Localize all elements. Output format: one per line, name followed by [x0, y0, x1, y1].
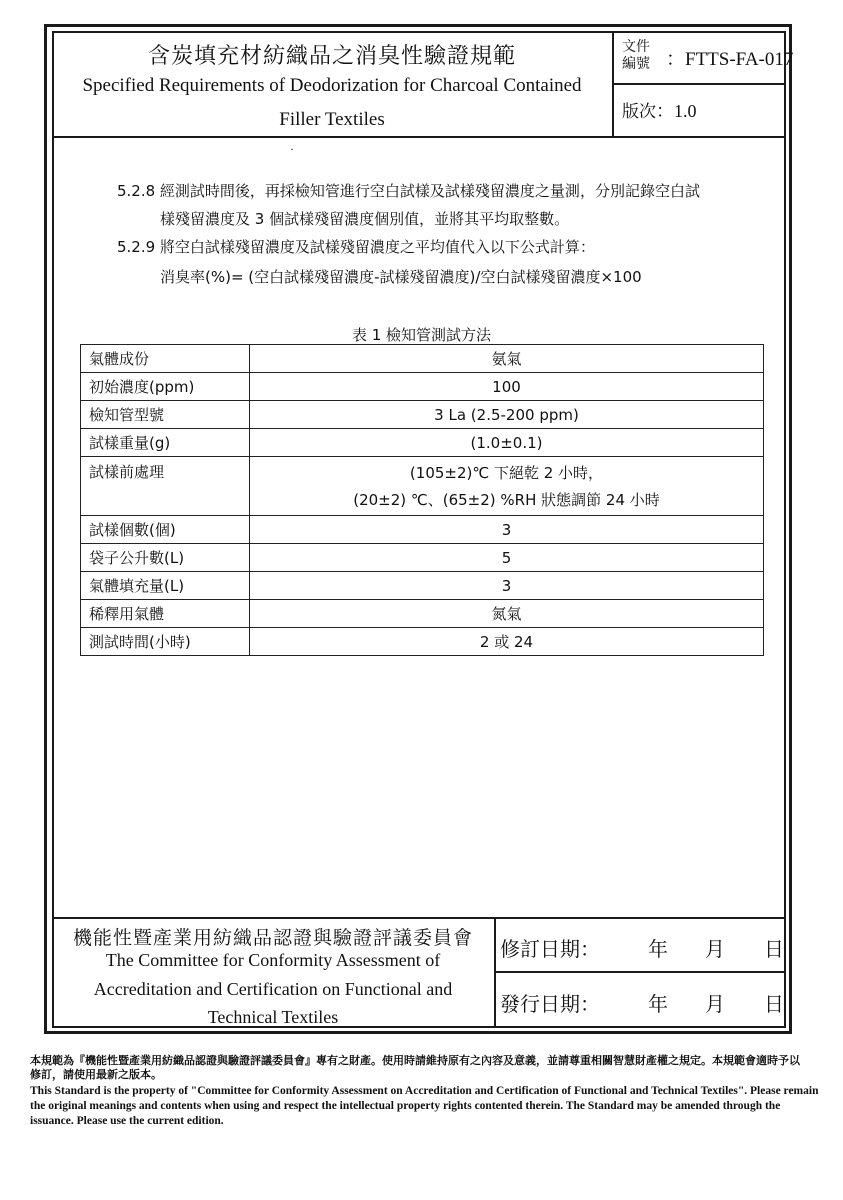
clause-5-2-8-line2: 樣殘留濃度及 3 個試樣殘留濃度個別值，並將其平均取整數。 — [160, 210, 570, 228]
row-value: 2 或 24 — [250, 628, 764, 656]
table-caption: 表 1 檢知管測試方法 — [351, 326, 492, 344]
clause-5-2-8-line1: 5.2.8 經測試時間後，再採檢知管進行空白試樣及試樣殘留濃度之量測，分別記錄空白試 — [117, 182, 700, 200]
row-label: 檢知管型號 — [81, 401, 250, 429]
version-cell — [622, 97, 697, 123]
detector-tube-test-table — [80, 344, 764, 656]
committee-block — [52, 919, 496, 1028]
row-value: (1.0±0.1) — [250, 429, 764, 457]
version-label: 版次 — [622, 102, 656, 122]
row-label: 氣體成份 — [81, 345, 250, 373]
committee-name-english-line1: The Committee for Conformity Assessment of — [105, 950, 441, 970]
table-row — [81, 429, 764, 457]
row-label: 試樣個數(個) — [81, 516, 250, 544]
title-english-line1: Specified Requirements of Deodorization for Charcoal Contained — [82, 75, 582, 96]
table-row — [81, 572, 764, 600]
row-value — [250, 457, 764, 516]
document-number-value: ：FTTS-FA-017 — [666, 49, 794, 70]
day-label: 日 — [764, 992, 784, 1016]
row-label: 袋子公升數(L) — [81, 544, 250, 572]
revision-date-row — [496, 919, 784, 973]
scan-speck: · — [290, 142, 294, 156]
revision-date-label: 修訂日期： — [500, 937, 600, 961]
row-value: 氮氣 — [250, 600, 764, 628]
clause-5-2-9-line1: 5.2.9 將空白試樣殘留濃度及試樣殘留濃度之平均值代入以下公式計算： — [117, 238, 595, 256]
document-header — [52, 31, 794, 138]
formula: 消臭率(%)= (空白試樣殘留濃度-試樣殘留濃度)/空白試樣殘留濃度×100 — [160, 268, 642, 286]
document-meta — [614, 31, 794, 136]
table-row — [81, 628, 764, 656]
committee-name-english-line2: Accreditation and Certification on Functional and — [93, 979, 453, 999]
copyright-notice-english: This Standard is the property of "Committee for Conformity Assessment on Accreditation and Certification of Functional and Technical Textiles". Please remain the original meanings and contents when using and respect the intellectual property rights contented therein. The Standard may be amended through the issuance. Please use the current edition. — [30, 1085, 819, 1127]
year-label: 年 — [648, 992, 668, 1016]
day-label: 日 — [764, 937, 784, 961]
table-row — [81, 600, 764, 628]
month-label: 月 — [705, 992, 725, 1016]
dates-block — [496, 919, 784, 1028]
row-label: 初始濃度(ppm) — [81, 373, 250, 401]
title-english-line2: Filler Textiles — [279, 109, 385, 130]
pretreatment-line2: (20±2) ℃、(65±2) %RH 狀態調節 24 小時 — [353, 491, 660, 509]
row-label: 測試時間(小時) — [81, 628, 250, 656]
table-row — [81, 401, 764, 429]
row-label: 氣體填充量(L) — [81, 572, 250, 600]
table-row — [81, 345, 764, 373]
committee-name-english-line3: Technical Textiles — [207, 1007, 339, 1027]
row-label: 試樣前處理 — [81, 457, 250, 516]
document-footer — [52, 917, 786, 1028]
row-value: 5 — [250, 544, 764, 572]
issue-date-row — [496, 974, 784, 1028]
year-label: 年 — [648, 937, 668, 961]
copyright-notice-chinese: 本規範為『機能性暨產業用紡織品認證與驗證評議委員會』專有之財產。使用時請維持原有之內容及意義，並請尊重相關智慧財產權之規定。本規範會適時予以修訂，請使用最新之版本。 — [30, 1054, 800, 1081]
row-value: 3 La (2.5-200 ppm) — [250, 401, 764, 429]
row-value: 氨氣 — [250, 345, 764, 373]
issue-date-label: 發行日期： — [500, 992, 600, 1016]
table-row — [81, 373, 764, 401]
table-row — [81, 516, 764, 544]
title-block — [52, 31, 614, 136]
table-row — [81, 457, 764, 516]
row-value: 3 — [250, 572, 764, 600]
row-label: 試樣重量(g) — [81, 429, 250, 457]
pretreatment-line1: (105±2)℃ 下絕乾 2 小時， — [409, 464, 604, 482]
row-label: 稀釋用氣體 — [81, 600, 250, 628]
document-number-label: 文件編號 — [622, 39, 650, 72]
row-value: 100 — [250, 373, 764, 401]
title-chinese: 含炭填充材紡織品之消臭性驗證規範 — [147, 44, 516, 69]
row-value: 3 — [250, 516, 764, 544]
version-value: ：1.0 — [656, 101, 697, 121]
month-label: 月 — [705, 937, 725, 961]
table-row — [81, 544, 764, 572]
committee-name-chinese: 機能性暨產業用紡織品認證與驗證評議委員會 — [72, 927, 473, 949]
document-number-cell — [614, 31, 794, 85]
